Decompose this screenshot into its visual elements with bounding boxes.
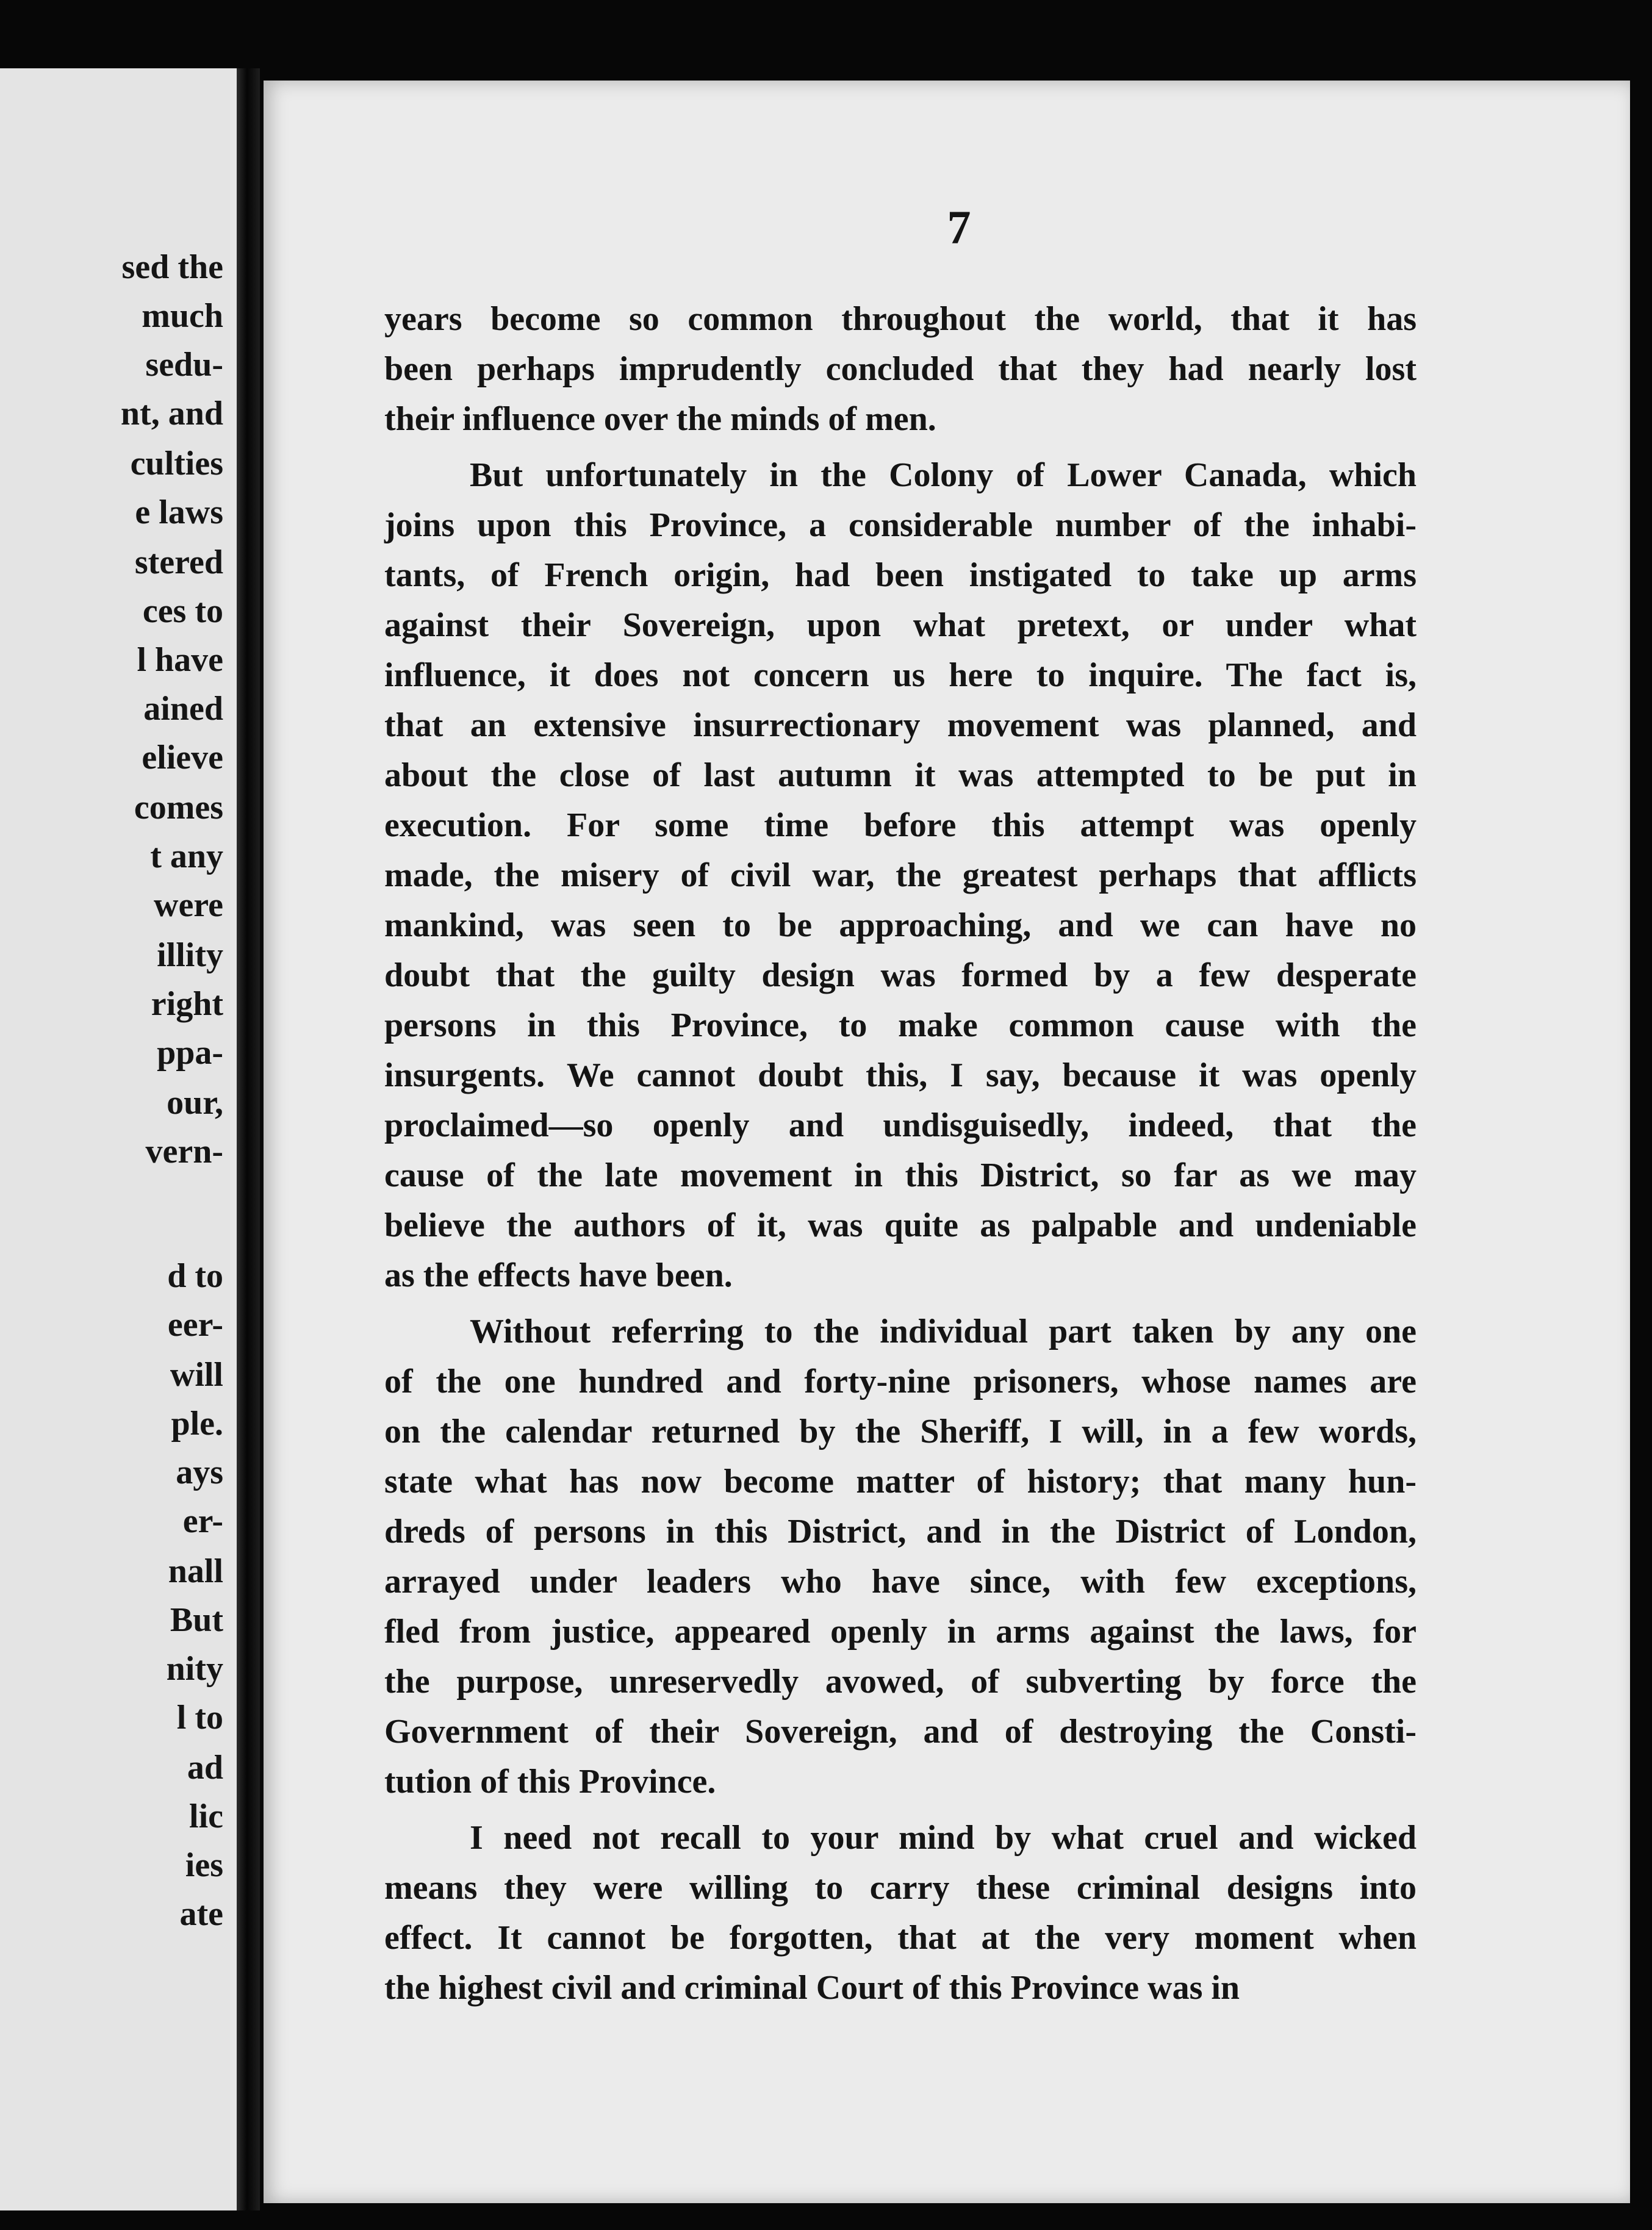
text-line: execution. For some time before this attempt was openly <box>384 806 1417 844</box>
text-line: fled from justice, appeared openly in arms against the laws, for <box>384 1613 1417 1651</box>
left-page-fragment: ained <box>143 690 223 728</box>
left-page-fragment: nt, and <box>120 395 223 432</box>
text-line: I need not recall to your mind by what cruel and wicked <box>470 1819 1417 1857</box>
text-line: arrayed under leaders who have since, with few exceptions, <box>384 1563 1417 1601</box>
paragraph <box>384 450 1417 1300</box>
left-page-fragment: elieve <box>142 739 223 776</box>
left-page-fragment: much <box>142 297 223 335</box>
text-line: dreds of persons in this District, and in the District of London, <box>384 1513 1417 1551</box>
left-page-fragment: ppa- <box>157 1034 223 1072</box>
left-page-fragment: stered <box>134 543 223 581</box>
left-page-fragment: sed the <box>121 248 223 286</box>
page-number: 7 <box>947 201 971 254</box>
left-page-fragment: e laws <box>135 493 223 531</box>
text-line: insurgents. We cannot doubt this, I say, because it was openly <box>384 1056 1417 1094</box>
text-line: their influence over the minds of men. <box>384 400 936 438</box>
paragraph <box>384 1813 1417 2013</box>
text-line: been perhaps imprudently concluded that they had nearly lost <box>384 350 1417 388</box>
text-line: as the effects have been. <box>384 1257 733 1294</box>
text-line: tution of this Province. <box>384 1763 716 1801</box>
text-line: made, the misery of civil war, the greatest perhaps that afflicts <box>384 856 1417 894</box>
right-page <box>264 81 1630 2203</box>
text-line: of the one hundred and forty-nine prisoners, whose names are <box>384 1363 1417 1400</box>
left-page-fragment: comes <box>134 789 223 826</box>
text-line: persons in this Province, to make common cause with the <box>384 1006 1417 1044</box>
left-page-fragment: l have <box>137 641 223 679</box>
text-line: means they were willing to carry these criminal designs into <box>384 1869 1417 1907</box>
text-line: believe the authors of it, was quite as palpable and undeniable <box>384 1206 1417 1244</box>
left-page-fragment: t any <box>150 837 223 875</box>
left-page-fragment: But <box>170 1601 223 1639</box>
body-text <box>384 294 1417 2013</box>
left-page-fragment: ate <box>179 1895 223 1933</box>
paragraph <box>384 1307 1417 1807</box>
left-page-fragment: ad <box>187 1749 223 1787</box>
text-line: influence, it does not concern us here to inquire. The fact is, <box>384 656 1417 694</box>
text-line: about the close of last autumn it was attempted to be put in <box>384 756 1417 794</box>
left-page-fragment: our, <box>167 1084 223 1122</box>
text-line: But unfortunately in the Colony of Lower Canada, which <box>470 456 1417 494</box>
left-page-fragment: eer- <box>167 1306 223 1344</box>
paragraph <box>384 294 1417 444</box>
text-line: state what has now become matter of history; that many hun- <box>384 1463 1417 1500</box>
text-line: against their Sovereign, upon what pretext, or under what <box>384 606 1417 644</box>
left-page-fragment: right <box>151 985 223 1023</box>
text-line: on the calendar returned by the Sheriff, I will, in a few words, <box>384 1413 1417 1450</box>
text-line: Government of their Sovereign, and of destroying the Consti- <box>384 1713 1417 1751</box>
left-page-fragment: ple. <box>171 1405 223 1443</box>
text-line: tants, of French origin, had been instigated to take up arms <box>384 556 1417 594</box>
left-page-fragment: vern- <box>145 1133 223 1171</box>
left-page-fragment: nity <box>166 1650 223 1688</box>
left-page-fragment: nall <box>168 1552 223 1590</box>
left-page-fragment: were <box>154 886 223 924</box>
text-line: joins upon this Province, a considerable number of the inhabi- <box>384 506 1417 544</box>
left-page-fragment: lic <box>189 1798 223 1835</box>
left-page-fragment: illity <box>157 936 223 974</box>
book-gutter <box>237 68 260 2210</box>
left-page-fragment: l to <box>176 1699 223 1737</box>
text-line: the highest civil and criminal Court of this Province was in <box>384 1969 1240 2007</box>
left-page-fragment: ces to <box>142 592 223 630</box>
text-line: doubt that the guilty design was formed by a few desperate <box>384 956 1417 994</box>
text-line: mankind, was seen to be approaching, and we can have no <box>384 906 1417 944</box>
left-page-fragment: culties <box>130 445 223 482</box>
text-line: cause of the late movement in this District, so far as we may <box>384 1156 1417 1194</box>
left-page-fragment: sedu- <box>145 346 223 384</box>
text-line: the purpose, unreservedly avowed, of subverting by force the <box>384 1663 1417 1701</box>
text-line: that an extensive insurrectionary movement was planned, and <box>384 706 1417 744</box>
left-facing-page <box>0 68 237 2210</box>
left-page-fragment: d to <box>167 1257 223 1295</box>
left-page-fragment: ays <box>176 1454 223 1491</box>
text-line: Without referring to the individual part taken by any one <box>470 1313 1417 1350</box>
left-page-fragment: er- <box>182 1502 223 1540</box>
left-page-fragment: will <box>170 1356 223 1394</box>
text-line: proclaimed—so openly and undisguisedly, indeed, that the <box>384 1106 1417 1144</box>
text-line: years become so common throughout the world, that it has <box>384 300 1417 338</box>
left-page-fragment: ies <box>185 1846 223 1884</box>
text-line: effect. It cannot be forgotten, that at the very moment when <box>384 1919 1417 1957</box>
